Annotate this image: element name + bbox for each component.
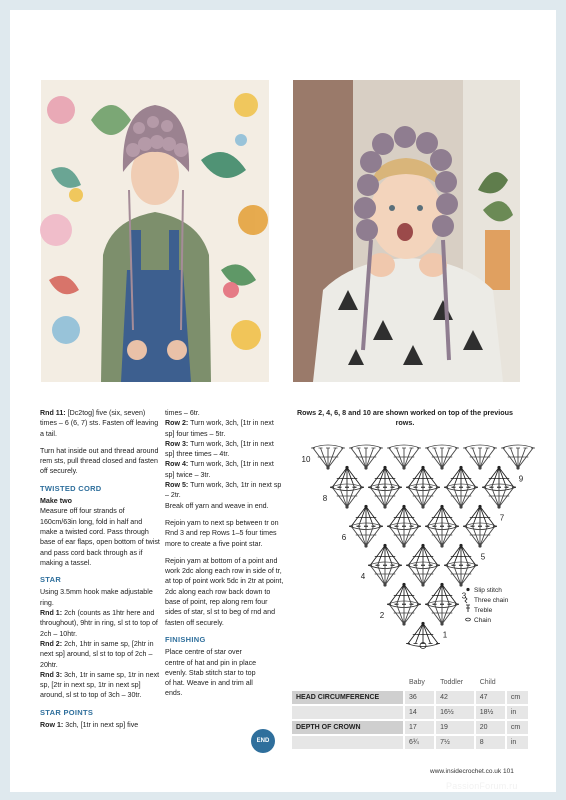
row-number-label: 4 <box>360 572 366 581</box>
cell-unit: cm <box>507 691 528 704</box>
row1-text: 3ch, [1tr in next sp] five <box>65 721 139 730</box>
slip-stitch-symbol <box>466 588 469 591</box>
cell-unit: in <box>507 706 528 719</box>
instructions-column-2 <box>165 408 285 699</box>
stitch-fan <box>463 445 497 470</box>
cell-unit: in <box>507 736 528 749</box>
stitch-fan <box>349 445 383 470</box>
end-badge: END <box>251 729 275 753</box>
legend-label: Chain <box>474 617 491 624</box>
cell-child: 47 <box>476 691 505 704</box>
stitch-fan <box>482 484 516 509</box>
row-number-label: 7 <box>499 513 505 523</box>
header-child: Child <box>479 679 496 686</box>
watermark: PassionForum.ru <box>446 781 518 791</box>
cell-child: 8 <box>476 736 505 749</box>
photo-child-bonnet <box>293 80 520 382</box>
stitch-fan <box>368 562 402 587</box>
chart-legend <box>465 587 509 624</box>
rnd1-text: 2ch (counts as 1htr here and throughout), 9htr in ring, sl st to top of 2ch – 10htr. <box>40 609 158 638</box>
magazine-page <box>10 10 556 792</box>
table-row <box>292 691 528 704</box>
rnd11-label: Rnd 11: <box>40 409 66 417</box>
stitch-fan <box>387 523 421 548</box>
stitch-fan <box>349 523 383 548</box>
row1-label: Row 1: <box>40 721 64 730</box>
stitch-fan <box>444 562 478 587</box>
row2-text: Turn work, 3ch, [1tr in next sp] four times – 5tr. <box>165 419 274 438</box>
rejoin-text-1: Rejoin yarn to next sp between tr on Rnd 3 and rep Rows 1–5 four times more to create a five point star. <box>165 518 279 548</box>
cell-toddler: 42 <box>436 691 474 704</box>
twisted-cord-heading: TWISTED CORD <box>40 483 102 493</box>
table-row <box>292 721 528 734</box>
stitch-fan <box>425 523 459 548</box>
row-number-label: 8 <box>322 494 328 503</box>
stitch-fan <box>501 445 535 470</box>
page-footer <box>430 768 514 775</box>
make-two-label: Make two <box>40 497 72 506</box>
cell-baby: 36 <box>405 691 434 704</box>
table-row <box>292 706 528 719</box>
star-heading: STAR <box>40 575 62 585</box>
turn-paragraph: Turn hat inside out and thread around rem sts, pull thread closed and fasten off securely. <box>40 446 159 476</box>
rnd3-label: Rnd 3: <box>40 670 63 679</box>
cell-toddler: 19 <box>436 721 474 734</box>
row1-continued: times – 6tr. <box>165 409 200 417</box>
treble-symbol <box>466 605 470 612</box>
cell-baby: 14 <box>405 706 434 719</box>
page-number: 101 <box>502 768 514 775</box>
row-number-label: 3 <box>461 591 467 601</box>
rejoin-text-2: Rejoin yarn at bottom of a point and work 2dc along each row in side of tr, at top of point work 5dc in 2tr at point, 2dc along each row back down to base of point, rep along rem four sides of star, sl st to beg of rnd and fasten off securely. <box>165 556 284 627</box>
row-number-label: 9 <box>518 474 524 484</box>
photo-girl-floral-wallpaper <box>41 80 269 382</box>
header-baby: Baby <box>408 679 425 686</box>
chain-symbol <box>466 618 471 621</box>
stitch-fan <box>406 562 440 587</box>
star-points-heading: STAR POINTS <box>40 707 94 717</box>
stitch-fan <box>387 445 421 470</box>
row4-text: Turn work, 3ch, [1tr in next sp] twice – 3tr. <box>165 460 274 479</box>
row-number-label: 1 <box>442 630 448 640</box>
rnd11-text: [Dc2tog] five (six, seven) times – 6 (6, 7) sts. Fasten off leaving a tail. <box>40 409 159 438</box>
size-table <box>290 674 530 751</box>
finishing-text: Place centre of star over centre of hat and pin in place evenly. Stab stitch star to top of hat. Weave in and trim all ends. <box>165 648 257 698</box>
cell-unit: cm <box>507 721 528 734</box>
star-text: Using 3.5mm hook make adjustable ring. <box>40 588 153 607</box>
row-number-label: 6 <box>341 533 347 542</box>
cell-baby: 6¾ <box>405 736 434 749</box>
stitch-fan <box>406 484 440 509</box>
cell-baby: 17 <box>405 721 434 734</box>
cell-child: 18½ <box>476 706 505 719</box>
rnd3-text: 3ch, 1tr in same sp, 1tr in next sp, [2tr in next sp, 1tr in next sp] around, sl st to top of 3ch – 30tr. <box>40 670 160 700</box>
row-number-label: 2 <box>379 611 385 620</box>
stitch-fan <box>425 445 459 470</box>
stitch-fan <box>444 484 478 509</box>
header-unit <box>507 676 528 689</box>
row3-label: Row 3: <box>165 439 189 448</box>
row4-label: Row 4: <box>165 460 189 469</box>
stitch-fan <box>311 445 345 470</box>
cell-toddler: 16½ <box>436 706 474 719</box>
row-label: HEAD CIRCUMFERENCE <box>292 691 403 704</box>
row5-text: Turn work, 3ch, 1tr in next sp – 2tr. <box>165 481 282 500</box>
legend-label: Treble <box>474 607 493 614</box>
header-empty <box>292 676 403 689</box>
row5-label: Row 5: <box>165 481 189 490</box>
legend-label: Slip stitch <box>474 587 502 594</box>
chart-title: Rows 2, 4, 6, 8 and 10 are shown worked on top of the previous rows. <box>296 408 514 427</box>
row-number-label: 5 <box>480 552 486 562</box>
row-label <box>292 706 403 719</box>
header-toddler: Toddler <box>440 679 464 686</box>
cell-toddler: 7½ <box>436 736 474 749</box>
rnd2-text: 2ch, 1htr in same sp, [2htr in next sp] around, sl st to top of 2ch – 20htr. <box>40 639 154 669</box>
rnd1-label: Rnd 1: <box>40 609 63 618</box>
size-table-header <box>292 676 528 689</box>
instructions-column-1 <box>40 408 160 730</box>
stitch-fan <box>425 601 459 626</box>
row-number-label: 10 <box>301 455 311 464</box>
footer-url[interactable]: www.insidecrochet.co.uk <box>430 768 502 775</box>
rnd2-label: Rnd 2: <box>40 639 63 648</box>
stitch-fan <box>463 523 497 548</box>
legend-label: Three chain <box>474 597 509 604</box>
row-label: DEPTH OF CROWN <box>292 721 403 734</box>
stitch-fan <box>387 601 421 626</box>
break-off-text: Break off yarn and weave in end. <box>165 501 269 510</box>
row-label <box>292 736 403 749</box>
stitch-fan <box>368 484 402 509</box>
row3-text: Turn work, 3ch, [1tr in next sp] three times – 4tr. <box>165 439 274 459</box>
table-row <box>292 736 528 749</box>
crochet-chart <box>290 408 524 648</box>
finishing-heading: FINISHING <box>165 634 206 644</box>
stitch-fan <box>330 484 364 509</box>
chart-graphic <box>290 408 524 648</box>
cell-child: 20 <box>476 721 505 734</box>
twisted-cord-text: Measure off four strands of 160cm/63in long, fold in half and make a twisted cord. Pass through base of ear flaps, open bottom of twist and pass cord back through as if making a tassel. <box>40 507 160 567</box>
row2-label: Row 2: <box>165 419 189 428</box>
